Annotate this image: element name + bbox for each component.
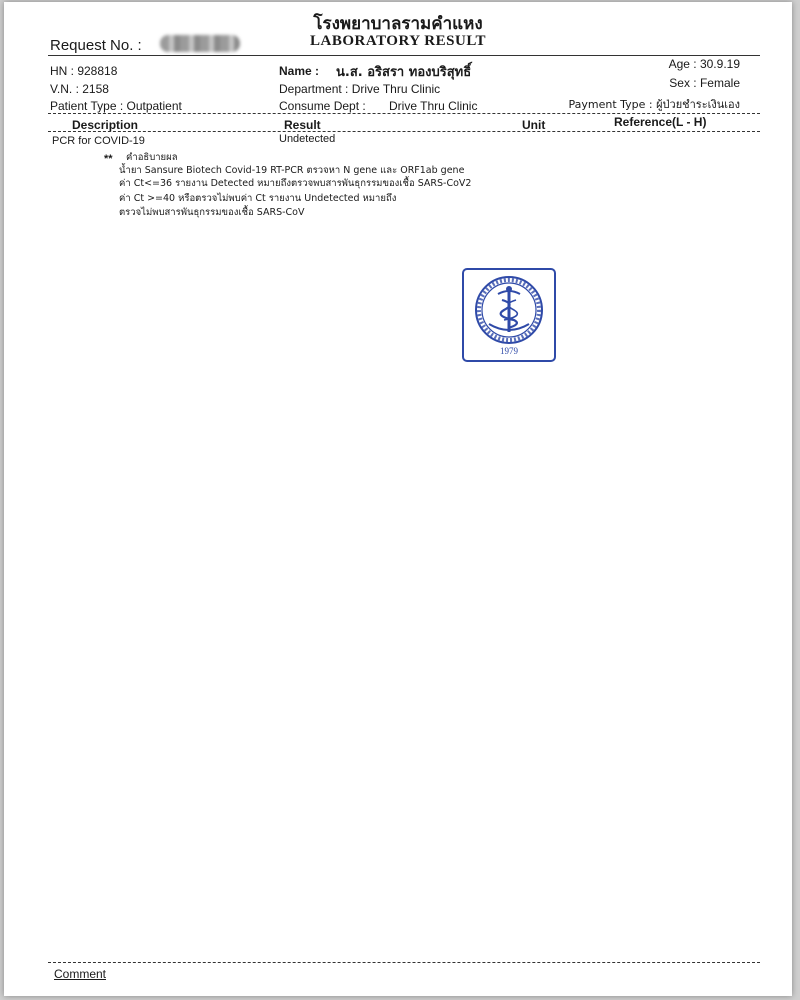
row-description: PCR for COVID-19: [52, 135, 145, 147]
lab-report-page: [4, 2, 792, 996]
notes-marker: **: [104, 153, 113, 165]
notes-line: น้ำยา Sansure Biotech Covid-19 RT-PCR ตรวจหา N gene และ ORF1ab gene: [119, 165, 465, 176]
seal-year: 1979: [500, 346, 518, 356]
column-header-result: Result: [284, 118, 321, 132]
table-top-divider: [48, 113, 760, 114]
document-title: LABORATORY RESULT: [310, 33, 486, 49]
payment-type: Payment Type : ผู้ป่วยชำระเงินเอง: [568, 98, 740, 111]
comment-label: Comment: [54, 967, 107, 981]
notes-line: ตรวจไม่พบสารพันธุกรรมของเชื้อ SARS-CoV: [119, 207, 305, 218]
header-divider: [48, 55, 760, 56]
column-header-unit: Unit: [522, 118, 546, 132]
hn-number: HN : 928818: [50, 64, 118, 78]
consume-dept-label: Consume Dept :: [279, 99, 366, 113]
notes-heading: คำอธิบายผล: [126, 152, 178, 163]
consume-dept-value: Drive Thru Clinic: [389, 99, 478, 113]
patient-type: Patient Type : Outpatient: [50, 99, 182, 113]
table-header-divider: [48, 131, 760, 132]
footer-divider: [48, 962, 760, 963]
notes-line: ค่า Ct<=36 รายงาน Detected หมายถึงตรวจพบสารพันธุกรรมของเชื้อ SARS-CoV2: [119, 178, 472, 189]
seal-emblem-icon: [464, 270, 554, 360]
name-label: Name :: [279, 64, 320, 78]
department: Department : Drive Thru Clinic: [279, 82, 441, 96]
notes-line: ค่า Ct >=40 หรือตรวจไม่พบค่า Ct รายงาน Undetected หมายถึง: [119, 193, 397, 204]
column-header-reference: Reference(L - H): [614, 115, 707, 129]
column-header-description: Description: [72, 118, 139, 132]
hospital-seal-stamp: [462, 268, 556, 362]
redacted-request-number: [160, 35, 240, 52]
vn-number: V.N. : 2158: [50, 82, 109, 96]
sex: Sex : Female: [669, 76, 740, 90]
row-result: Undetected: [279, 133, 336, 145]
hospital-name: โรงพยาบาลรามคำแหง: [313, 14, 483, 34]
patient-name: น.ส. อริสรา ทองบริสุทธิ์: [336, 65, 472, 80]
request-number-label: Request No. :: [50, 37, 142, 54]
age: Age : 30.9.19: [668, 57, 740, 71]
